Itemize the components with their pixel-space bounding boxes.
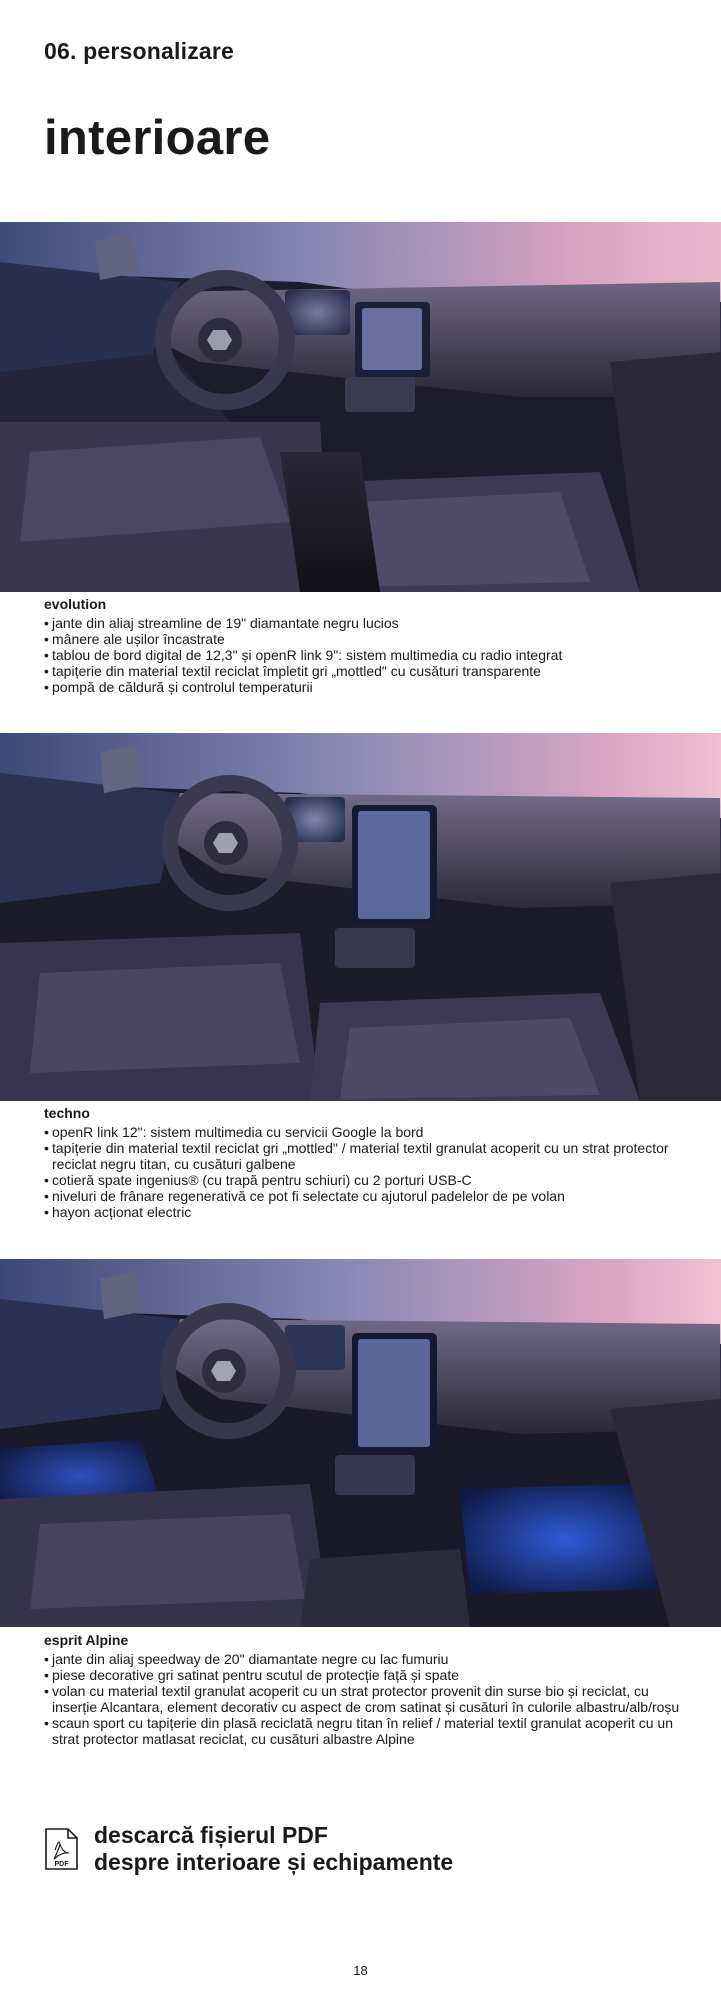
feature-list bbox=[44, 1651, 684, 1747]
trim-evolution bbox=[44, 596, 684, 695]
feature-item: • niveluri de frânare regenerativă ce pot fi selectate cu ajutorul padelelor de pe volan bbox=[44, 1188, 684, 1204]
feature-item: • openR link 12": sistem multimedia cu servicii Google la bord bbox=[44, 1124, 684, 1140]
evolution-interior-photo bbox=[0, 222, 721, 592]
feature-item: • mânere ale ușilor încastrate bbox=[44, 631, 684, 647]
pdf-icon-label: PDF bbox=[54, 1861, 69, 1868]
esprit-alpine-interior-photo bbox=[0, 1259, 721, 1627]
trim-techno bbox=[44, 1105, 684, 1220]
feature-item: • tapițerie din material textil reciclat împletit gri „mottled" cu cusături transparente bbox=[44, 663, 684, 679]
techno-interior-photo bbox=[0, 733, 721, 1101]
download-line-2: despre interioare și echipamente bbox=[94, 1849, 454, 1875]
download-text bbox=[94, 1822, 453, 1876]
feature-item: • jante din aliaj streamline de 19" diamantate negru lucios bbox=[44, 615, 684, 631]
pdf-file-icon bbox=[44, 1828, 78, 1870]
feature-item: • volan cu material textil granulat acoperit cu un strat protector provenit din surse bio și reciclat, cu inserție Alcantara, element decorativ cu aspect de crom satinat și cusături în culorile albastru/alb/roșu bbox=[44, 1683, 684, 1715]
trim-name: esprit Alpine bbox=[44, 1632, 129, 1648]
feature-item: • pompă de căldură și controlul temperaturii bbox=[44, 679, 684, 695]
feature-item: • cotieră spate ingenius® (cu trapă pentru schiuri) cu 2 porturi USB-C bbox=[44, 1172, 684, 1188]
trim-name: evolution bbox=[44, 596, 107, 612]
page-title: interioare bbox=[44, 111, 271, 165]
feature-item: • hayon acționat electric bbox=[44, 1204, 684, 1220]
trim-name: techno bbox=[44, 1105, 90, 1121]
feature-item: • tapițerie din material textil reciclat gri „mottled" / material textil granulat acoperit cu un strat protector reciclat negru titan, cu cusături galbene bbox=[44, 1140, 684, 1172]
feature-item: • jante din aliaj speedway de 20" diamantate negre cu lac fumuriu bbox=[44, 1651, 684, 1667]
section-label: 06. personalizare bbox=[44, 38, 235, 64]
feature-item: • tablou de bord digital de 12,3" și openR link 9": sistem multimedia cu radio integrat bbox=[44, 647, 684, 663]
page-number: 18 bbox=[353, 1963, 368, 1978]
feature-list bbox=[44, 1124, 684, 1220]
feature-item: • scaun sport cu tapițerie din plasă reciclată negru titan în relief / material textil granulat acoperit cu un strat protector matlasat reciclat, cu cusături albastre Alpine bbox=[44, 1715, 684, 1747]
feature-list bbox=[44, 615, 684, 695]
trim-esprit-alpine bbox=[44, 1632, 684, 1747]
feature-item: • piese decorative gri satinat pentru scutul de protecție față și spate bbox=[44, 1667, 684, 1683]
download-pdf-link[interactable] bbox=[44, 1822, 453, 1876]
download-line-1: descarcă fișierul PDF bbox=[94, 1822, 328, 1848]
